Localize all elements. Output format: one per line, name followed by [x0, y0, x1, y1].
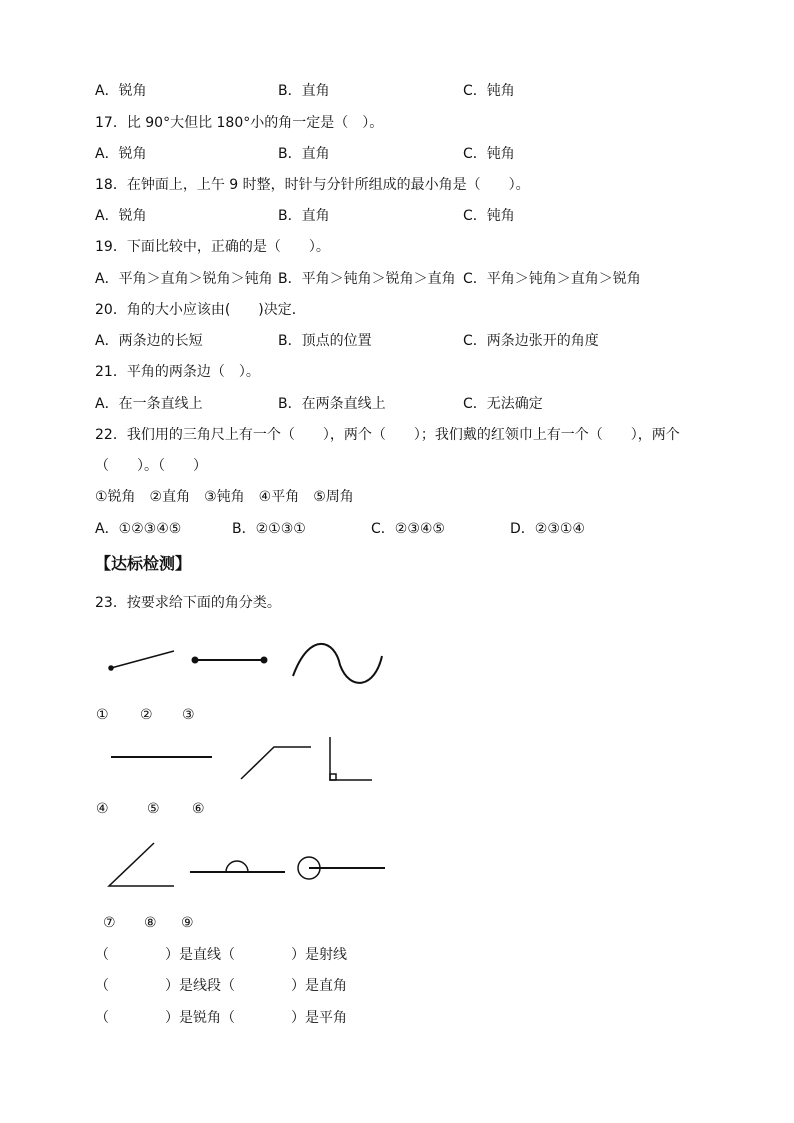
q23-blank-line-3: （ ）是锐角（ ）是平角 [95, 1010, 347, 1026]
section-title: 【达标检测】 [95, 554, 192, 573]
q23-stem: 23．按要求给下面的角分类。 [95, 595, 281, 611]
q22-choice-list: ①锐角 ②直角 ③钝角 ④平角 ⑤周角 [95, 489, 354, 505]
q17-stem: 17．比 90°大但比 180°小的角一定是（ ）。 [95, 115, 384, 131]
figure-5-bent-line [241, 747, 311, 779]
figure-7-acute-angle [109, 843, 174, 886]
q19-option-b: B．平角＞钝角＞锐角＞直角 [278, 271, 456, 287]
q20-stem: 20．角的大小应该由( )决定． [95, 302, 306, 318]
q21-option-c: C．无法确定 [463, 396, 543, 412]
q20-option-c: C．两条边张开的角度 [463, 333, 599, 349]
q22-stem-line1: 22．我们用的三角尺上有一个（ ），两个（ ）；我们戴的红领巾上有一个（ ），两个 [95, 427, 680, 443]
q16-option-c: C．钝角 [463, 83, 515, 99]
q17-option-b: B．直角 [278, 146, 330, 162]
figure-label-4: ④ [96, 801, 109, 817]
q18-option-c: C．钝角 [463, 208, 515, 224]
q21-stem: 21．平角的两条边（ ）。 [95, 364, 260, 380]
q22-stem-line2: （ ）。（ ） [95, 458, 207, 474]
q21-option-a: A．在一条直线上 [95, 396, 203, 412]
figure-2-segment [193, 658, 267, 663]
q22-option-d: D．②③①④ [510, 521, 585, 537]
q19-option-c: C．平角＞钝角＞直角＞锐角 [463, 271, 641, 287]
q16-option-b: B．直角 [278, 83, 330, 99]
q19-option-a: A．平角＞直角＞锐角＞钝角 [95, 271, 273, 287]
q19-stem: 19．下面比较中，正确的是（ ）。 [95, 239, 330, 255]
q18-stem: 18．在钟面上，上午 9 时整，时针与分针所组成的最小角是（ ）。 [95, 177, 530, 193]
q17-option-c: C．钝角 [463, 146, 515, 162]
q18-option-a: A．锐角 [95, 208, 147, 224]
q22-option-a: A．①②③④⑤ [95, 521, 182, 537]
figure-label-2: ② [140, 707, 153, 723]
figure-6-right-angle [330, 737, 372, 780]
figure-label-9: ⑨ [181, 915, 194, 931]
q22-option-b: B．②①③① [232, 521, 306, 537]
figure-9-full-angle [298, 857, 385, 879]
q23-blank-line-2: （ ）是线段（ ）是直角 [95, 978, 347, 994]
q20-option-a: A．两条边的长短 [95, 333, 203, 349]
q20-option-b: B．顶点的位置 [278, 333, 372, 349]
q16-option-a: A．锐角 [95, 83, 147, 99]
q22-option-c: C．②③④⑤ [371, 521, 445, 537]
figure-label-6: ⑥ [192, 801, 205, 817]
figure-label-7: ⑦ [103, 915, 116, 931]
q23-blank-line-1: （ ）是直线（ ）是射线 [95, 947, 347, 963]
figure-8-straight-angle [190, 861, 285, 872]
q21-option-b: B．在两条直线上 [278, 396, 386, 412]
figure-1-ray [109, 651, 174, 670]
figure-label-1: ① [96, 707, 109, 723]
figure-label-8: ⑧ [144, 915, 157, 931]
q18-option-b: B．直角 [278, 208, 330, 224]
q17-option-a: A．锐角 [95, 146, 147, 162]
figure-3-curve [293, 644, 382, 683]
figure-label-3: ③ [182, 707, 195, 723]
figure-label-5: ⑤ [147, 801, 160, 817]
